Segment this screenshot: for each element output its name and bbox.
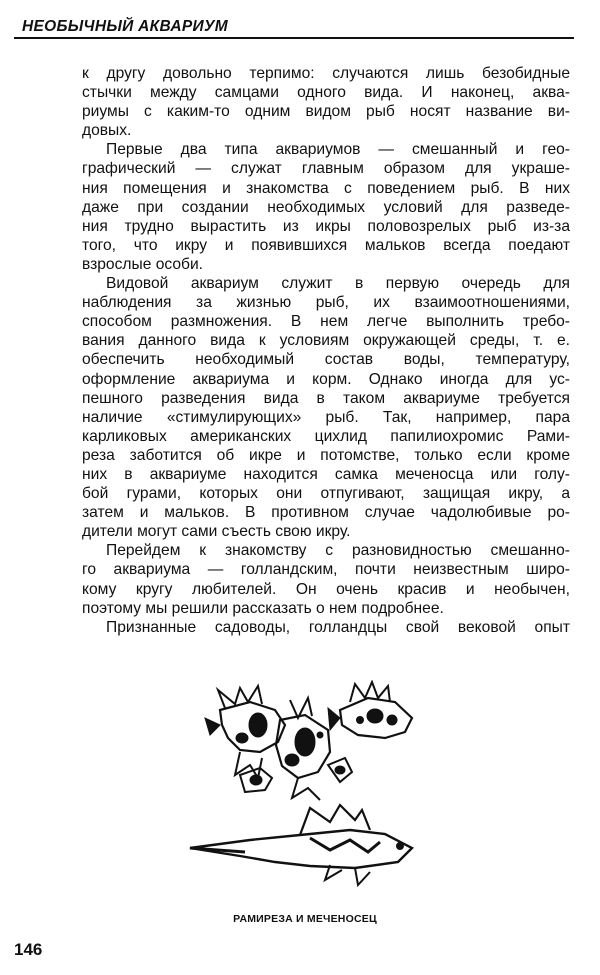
text-line: реза заботится об икре и потомстве, только если кроме bbox=[82, 446, 570, 464]
swordtail-fish bbox=[190, 805, 412, 885]
text-line: стычки между самцами одного вида. И наконец, аква- bbox=[82, 84, 570, 102]
text-line: оформление аквариума и корм. Однако иногда для ус- bbox=[82, 370, 570, 388]
paragraph-2 bbox=[82, 140, 570, 274]
figure-caption: РАМИРЕЗА И МЕЧЕНОСЕЦ bbox=[233, 913, 377, 925]
paragraph-5 bbox=[82, 618, 570, 637]
body-text bbox=[82, 64, 570, 637]
paragraph-4 bbox=[82, 541, 570, 617]
text-line: них в аквариуме находится самка меченосца или голу- bbox=[82, 465, 570, 483]
page-number: 146 bbox=[14, 940, 43, 959]
paragraph-3 bbox=[82, 274, 570, 541]
text-line: вания данного вида к условиям окружающей среды, т. е. bbox=[82, 332, 570, 350]
text-line: взрослые особи. bbox=[82, 255, 204, 273]
paragraph-1 bbox=[82, 64, 570, 140]
text-line: ния трудно вырастить из икры половозрелых рыб из-за bbox=[82, 217, 570, 235]
text-line: Первые два типа аквариумов — смешанный и гео- bbox=[106, 141, 570, 159]
text-line: ния помещения и знакомства с поведением рыб. В них bbox=[82, 179, 570, 197]
header-rule bbox=[14, 37, 574, 39]
text-line: наличие «стимулирующих» рыб. Так, например, пара bbox=[82, 408, 570, 426]
text-line: дители могут сами съесть свою икру. bbox=[82, 523, 351, 541]
text-line: даже при создании необходимых условий для разведе- bbox=[82, 198, 570, 216]
text-line: довых. bbox=[82, 122, 132, 140]
text-line: Признанные садоводы, голландцы свой вековой опыт bbox=[106, 618, 570, 636]
running-header bbox=[0, 18, 600, 40]
text-line: того, что икру и появившихся мальков всегда поедают bbox=[82, 236, 570, 254]
text-line: бой гурами, которых они отпугивают, защищая икру, а bbox=[82, 485, 570, 503]
text-line: поэтому мы решили рассказать о нем подробнее. bbox=[82, 599, 444, 617]
cichlid-fish-middle bbox=[276, 698, 330, 800]
text-line: способом размножения. В нем легче выполнить требо- bbox=[82, 313, 570, 331]
text-line: Перейдем к знакомству с разновидностью смешанно- bbox=[106, 542, 570, 560]
text-line: затем и мальков. В противном случае чадолюбивые ро- bbox=[82, 504, 570, 522]
text-line: наблюдения за жизнью рыб, их взаимоотношениями, bbox=[82, 294, 570, 312]
text-line: графический — служат главным образом для украше- bbox=[82, 160, 570, 178]
text-line: кому кругу любителей. Он очень красив и необычен, bbox=[82, 580, 570, 598]
text-line: го аквариума — голландским, почти неизвестным широ- bbox=[82, 561, 570, 579]
text-line: к другу довольно терпимо: случаются лишь безобидные bbox=[82, 65, 570, 82]
text-line: Видовой аквариум служит в первую очередь для bbox=[106, 275, 570, 293]
fish-illustration bbox=[180, 680, 430, 910]
text-line: пешного разведения вида в таком аквариуме требуется bbox=[82, 389, 570, 407]
header-title: НЕОБЫЧНЫЙ АКВАРИУМ bbox=[22, 18, 228, 35]
text-line: обеспечить необходимый состав воды, температуру, bbox=[82, 351, 570, 369]
text-line: карликовых американских цихлид папилиохромис Рами- bbox=[82, 427, 570, 445]
cichlid-fish-left bbox=[205, 686, 285, 778]
text-line: риумы с каким-то одним видом рыб носят название ви- bbox=[82, 103, 570, 121]
cichlid-fish-right bbox=[328, 682, 412, 738]
